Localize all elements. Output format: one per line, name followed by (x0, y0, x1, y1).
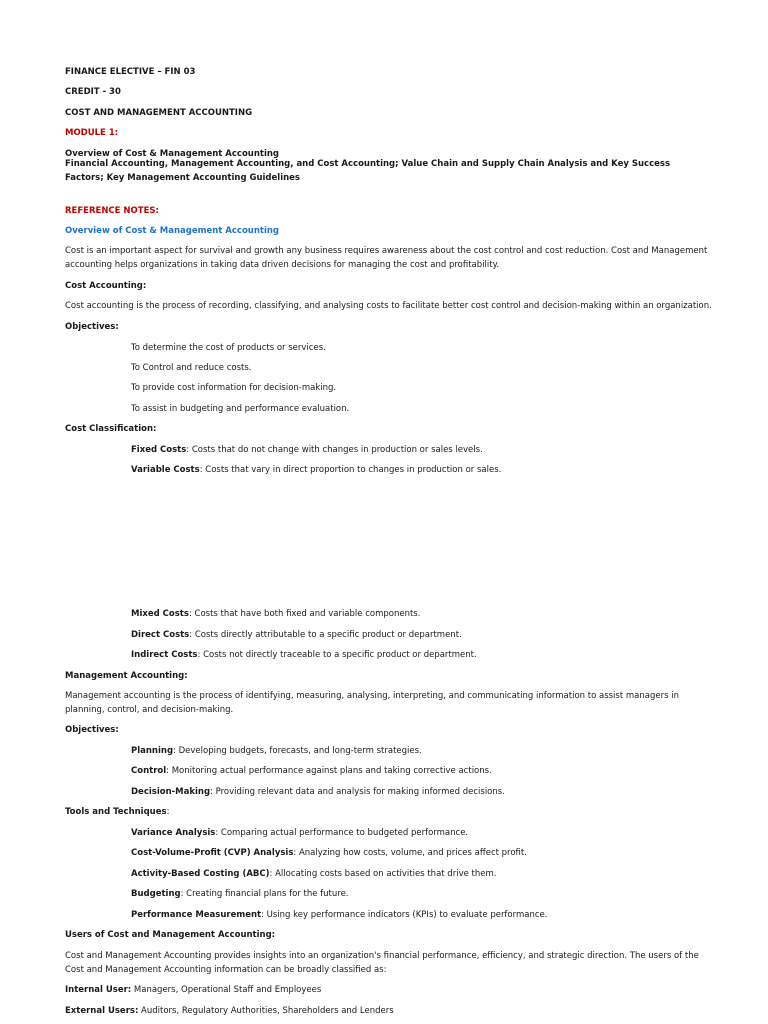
tool-desc: : Comparing actual performance to budgeted performance. (215, 828, 469, 838)
tool-term: Activity-Based Costing (ABC) (131, 869, 270, 879)
classification-desc: : Costs directly attributable to a specific product or department. (189, 630, 462, 640)
classification-desc: : Costs not directly traceable to a specific product or department. (197, 650, 477, 660)
classification-desc: : Costs that have both fixed and variable components. (188, 609, 421, 619)
external-users-term: External Users: (65, 1006, 139, 1016)
tool-term: Variance Analysis (131, 828, 216, 838)
classification-item (131, 445, 483, 455)
classification-term: Mixed Costs (131, 609, 189, 619)
cost-accounting-definition: Cost accounting is the process of recording, classifying, and analysing costs to facilitate better cost control and decision-making within an organization. (65, 301, 712, 311)
classification-desc: : Costs that vary in direct proportion to changes in production or sales. (199, 465, 502, 475)
cost-objectives-heading: Objectives: (65, 322, 119, 332)
management-accounting-definition: Management accounting is the process of identifying, measuring, analysing, interpreting, and communicating information to assist managers in planning, control, and decision-making. (65, 691, 679, 715)
cost-objective-item: To Control and reduce costs. (131, 363, 252, 373)
classification-item (131, 609, 420, 619)
external-users-desc: Auditors, Regulatory Authorities, Shareholders and Lenders (138, 1006, 394, 1016)
users-heading: Users of Cost and Management Accounting: (65, 930, 276, 940)
module-topic-1: Overview of Cost & Management Accounting (65, 149, 280, 159)
cost-objective-item: To determine the cost of products or services. (131, 343, 326, 353)
cost-accounting-heading: Cost Accounting: (65, 281, 147, 291)
tools-heading-colon: : (166, 807, 170, 817)
classification-item (131, 650, 477, 660)
tool-term: Budgeting (131, 889, 181, 899)
tool-item (131, 869, 496, 879)
cost-objective-item: To assist in budgeting and performance evaluation. (131, 404, 350, 414)
management-accounting-heading: Management Accounting: (65, 671, 188, 681)
internal-users-line (65, 985, 321, 995)
tool-item (131, 910, 547, 920)
tool-desc: : Allocating costs based on activities that drive them. (269, 869, 497, 879)
management-objective-item (131, 787, 505, 797)
tool-item (131, 828, 468, 838)
objective-term: Decision-Making (131, 787, 211, 797)
tools-heading: Tools and Techniques (65, 807, 167, 817)
classification-item (131, 465, 501, 475)
tool-item (131, 889, 349, 899)
objective-term: Planning (131, 746, 174, 756)
management-objective-item (131, 746, 422, 756)
tool-term: Performance Measurement (131, 910, 262, 920)
section-title: Overview of Cost & Management Accounting (65, 226, 280, 236)
users-intro: Cost and Management Accounting provides insights into an organization's financial performance, efficiency, and strategic direction. The users of the Cost and Management Accounting information can be broadly classified as: (65, 951, 699, 975)
classification-term: Direct Costs (131, 630, 190, 640)
objective-desc: : Providing relevant data and analysis for making informed decisions. (210, 787, 505, 797)
cost-objective-item: To provide cost information for decision-making. (131, 383, 337, 393)
intro-paragraph: Cost is an important aspect for survival and growth any business requires awareness about the cost control and cost reduction. Cost and Management accounting helps organizations in taking data driven decisions for managing the cost and profitability. (65, 246, 708, 270)
module-label: MODULE 1: (65, 128, 119, 138)
management-objective-item (131, 766, 492, 776)
reference-notes-label: REFERENCE NOTES: (65, 206, 159, 216)
tool-desc: : Using key performance indicators (KPIs) to evaluate performance. (261, 910, 548, 920)
external-users-line (65, 1006, 394, 1016)
management-objectives-heading: Objectives: (65, 725, 119, 735)
classification-term: Variable Costs (131, 465, 200, 475)
objective-desc: : Monitoring actual performance against plans and taking corrective actions. (166, 766, 492, 776)
classification-term: Fixed Costs (131, 445, 187, 455)
internal-users-term: Internal User: (65, 985, 132, 995)
cost-classification-heading: Cost Classification: (65, 424, 157, 434)
tool-term: Cost-Volume-Profit (CVP) Analysis (131, 848, 294, 858)
tool-desc: : Creating financial plans for the future. (180, 889, 349, 899)
tool-item (131, 848, 527, 858)
classification-desc: : Costs that do not change with changes in production or sales levels. (186, 445, 483, 455)
objective-desc: : Developing budgets, forecasts, and long-term strategies. (173, 746, 422, 756)
classification-term: Indirect Costs (131, 650, 198, 660)
course-title: FINANCE ELECTIVE – FIN 03 (65, 67, 196, 77)
credit-line: CREDIT - 30 (65, 87, 121, 97)
module-topic-2: Financial Accounting, Management Accounting, and Cost Accounting; Value Chain and Supply Chain Analysis and Key Success Factors; Key Management Accounting Guidelines (65, 159, 671, 183)
classification-item (131, 630, 462, 640)
internal-users-desc: Managers, Operational Staff and Employees (131, 985, 322, 995)
objective-term: Control (131, 766, 167, 776)
subject-title: COST AND MANAGEMENT ACCOUNTING (65, 108, 253, 118)
tools-heading-line (65, 807, 169, 817)
tool-desc: : Analyzing how costs, volume, and prices affect profit. (293, 848, 527, 858)
